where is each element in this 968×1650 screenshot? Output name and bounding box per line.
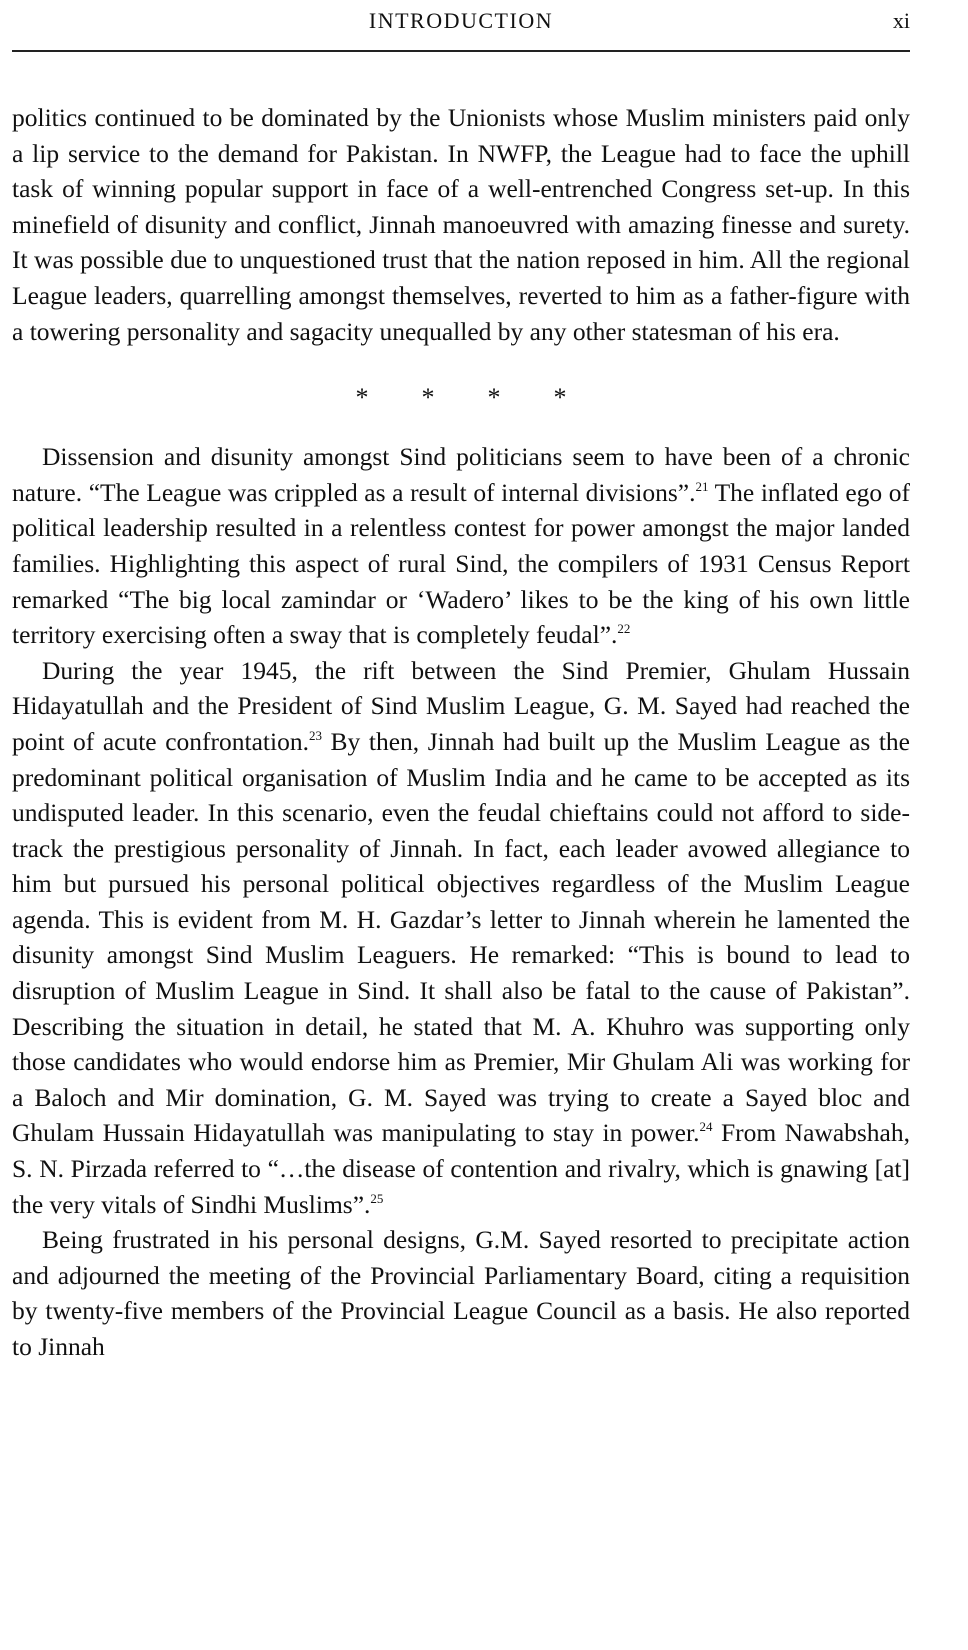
- running-header: [12, 6, 910, 56]
- paragraph-text: During the year 1945, the rift between the Sind Premier, Ghulam Hussain Hidayatullah and the President of Sind Muslim League, G. M. Sayed had reached the point of acute confrontation.: [12, 655, 910, 756]
- footnote-ref-23: 23: [308, 727, 322, 743]
- paragraph-text: By then, Jinnah had built up the Muslim League as the predominant political organisation of Muslim India and he came to be accepted as its undisputed leader. In this scenario, even the feudal chieftains could not afford to side-track the prestigious personality of Jinnah. In fact, each leader avowed allegiance to him but pursued his personal political objectives regardless of the Muslim League agenda. This is evident from M. H. Gazdar’s letter to Jinnah wherein he lamented the disunity amongst Sind Muslim Leaguers. He remarked: “This is bound to lead to disruption of Muslim League in Sind. It shall also be fatal to the cause of Pakistan”. Describing the situation in detail, he stated that M. A. Khuhro was supporting only those candidates who would endorse him as Premier, Mir Ghulam Ali was working for a Baloch and Mir domination, G. M. Sayed was trying to create a Sayed bloc and Ghulam Hussain Hidayatullah was manipulating to stay in power.: [12, 726, 910, 1148]
- footnote-ref-24: 24: [699, 1119, 713, 1135]
- page-number: xi: [892, 8, 910, 33]
- paragraph-text: politics continued to be dominated by the Unionists whose Muslim ministers paid only a lip service to the demand for Pakistan. In NWFP, the League had to face the uphill task of winning popular support in face of a well-entrenched Congress set-up. In this minefield of disunity and conflict, Jinnah manoeuvred with amazing finesse and surety. It was possible due to unquestioned trust that the nation reposed in him. All the regional League leaders, quarrelling amongst themselves, reverted to him as a father-figure with a towering personality and sagacity unequalled by any other statesman of his era.: [12, 103, 910, 346]
- footnote-ref-21: 21: [695, 478, 709, 494]
- footnote-ref-22: 22: [617, 621, 631, 637]
- asterisk: *: [487, 383, 501, 413]
- asterisk: *: [355, 383, 369, 413]
- asterisk: *: [553, 383, 567, 413]
- asterisk: *: [421, 383, 435, 413]
- running-title: INTRODUCTION: [368, 8, 554, 33]
- section-break: [12, 383, 910, 413]
- header-rule: [12, 50, 910, 52]
- paragraph: [12, 653, 910, 1223]
- paragraph: [12, 1222, 910, 1364]
- paragraph-text: Dissension and disunity amongst Sind politicians seem to have been of a chronic nature. “The League was crippled as a result of internal divisions”.: [12, 442, 910, 507]
- paragraph-text: Being frustrated in his personal designs, G.M. Sayed resorted to precipitate action and adjourned the meeting of the Provincial Parliamentary Board, citing a requisition by twenty-five members of the Provincial League Council as a basis. He also reported to Jinnah: [12, 1225, 910, 1361]
- paragraph: [12, 439, 910, 653]
- paragraph-continued: [12, 100, 910, 349]
- footnote-ref-25: 25: [370, 1190, 384, 1206]
- paragraph-text: The inflated ego of political leadership resulted in a relentless contest for power amongst the major landed families. Highlighting this aspect of rural Sind, the compilers of 1931 Census Report remarked “The big local zamindar or ‘Wadero’ likes to be the king of his own little territory exercising often a sway that is completely feudal”.: [12, 477, 910, 650]
- paragraph-text: From Nawabshah, S. N. Pirzada referred to “…the disease of contention and rivalry, which is gnawing [at] the very vitals of Sindhi Muslims”.: [12, 1118, 911, 1219]
- body-text: [12, 100, 910, 1365]
